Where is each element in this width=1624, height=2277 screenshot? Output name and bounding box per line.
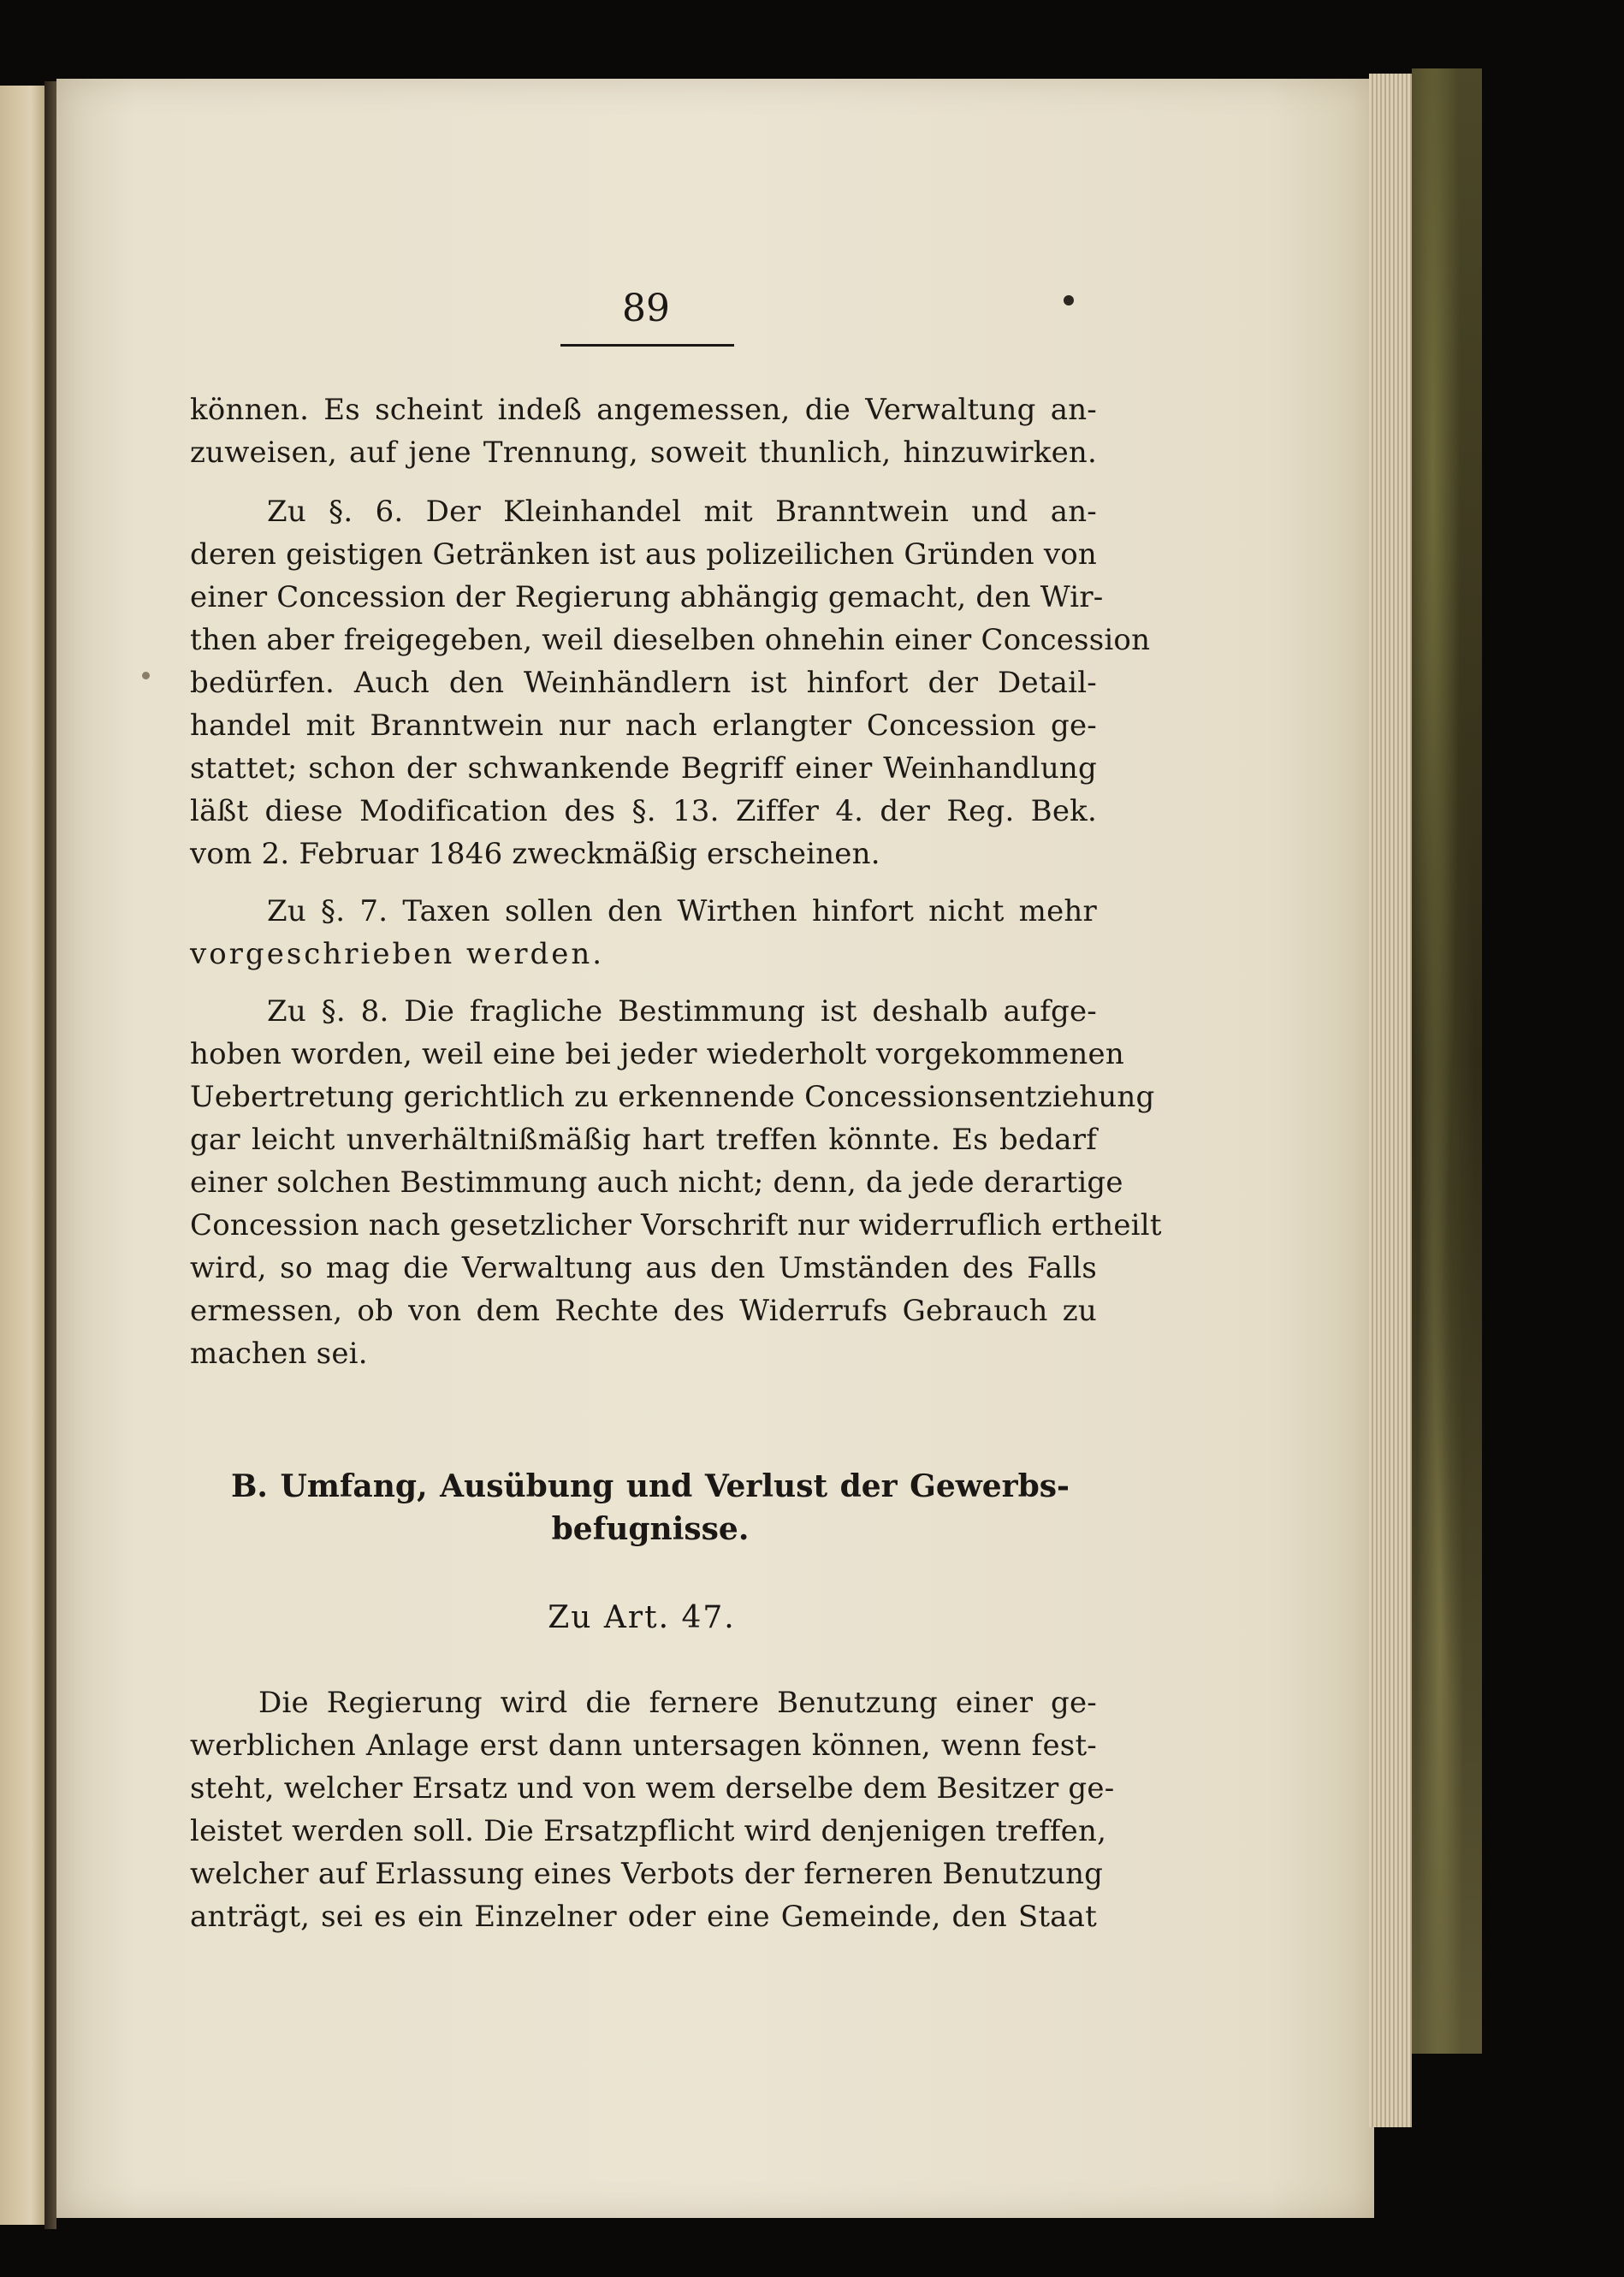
paragraph-5 [190, 1681, 1115, 1938]
text-line: einer Concession der Regierung abhängig gemacht, den Wir- [190, 580, 1104, 614]
text-line: handel mit Branntwein nur nach erlangter Concession ge- [190, 709, 1097, 743]
left-facing-page-edge [0, 86, 44, 2225]
text-line: anträgt, sei es ein Einzelner oder eine Gemeinde, den Staat [190, 1900, 1097, 1934]
text-line: machen sei. [190, 1337, 368, 1371]
text-line: läßt diese Modification des §. 13. Ziffer 4. der Reg. Bek. [190, 794, 1097, 828]
book-gutter [44, 81, 56, 2229]
text-line: bedürfen. Auch den Weinhändlern ist hinfort der Detail- [190, 666, 1097, 700]
text-line: ermessen, ob von dem Rechte des Widerrufs Gebrauch zu [190, 1294, 1097, 1328]
ink-spot [1064, 295, 1074, 305]
section-heading [231, 1465, 1070, 1551]
text-line: leistet werden soll. Die Ersatzpflicht wird denjenigen treffen, [190, 1814, 1107, 1848]
text-line: werblichen Anlage erst dann untersagen können, wenn fest- [190, 1729, 1097, 1763]
text-line: wird, so mag die Verwaltung aus den Umständen des Falls [190, 1251, 1097, 1285]
text-line: welcher auf Erlassung eines Verbots der ferneren Benutzung [190, 1857, 1104, 1891]
text-line: deren geistigen Getränken ist aus polizeilichen Gründen von [190, 537, 1097, 572]
section-heading-line-2: befugnisse. [551, 1511, 750, 1547]
text-line: stattet; schon der schwankende Begriff einer Weinhandlung [190, 751, 1097, 786]
text-line: hoben worden, weil eine bei jeder wiederholt vorgekommenen [190, 1037, 1124, 1071]
paragraph-2 [190, 490, 1151, 875]
text-line: Die Regierung wird die fernere Benutzung einer ge- [258, 1686, 1097, 1720]
text-line: then aber freigegeben, weil dieselben ohnehin einer Concession [190, 623, 1151, 657]
page-edges [1369, 74, 1412, 2127]
text-line: Zu §. 7. Taxen sollen den Wirthen hinfort nicht mehr [267, 894, 1097, 928]
paragraph-4 [190, 990, 1162, 1375]
text-line: gar leicht unverhältnißmäßig hart treffen könnte. Es bedarf [190, 1123, 1097, 1157]
paragraph-1 [190, 388, 1097, 474]
ink-spot [142, 672, 150, 679]
marbled-cover-board [1412, 68, 1482, 2054]
text-line: einer solchen Bestimmung auch nicht; denn, da jede derartige [190, 1165, 1123, 1200]
page-number: 89 [622, 287, 670, 330]
section-heading-line-1: B. Umfang, Ausübung und Verlust der Gewerbs- [231, 1468, 1070, 1504]
paragraph-3 [190, 890, 1097, 975]
text-line: Zu §. 6. Der Kleinhandel mit Branntwein und an- [267, 495, 1097, 529]
text-line: vom 2. Februar 1846 zweckmäßig erscheinen. [190, 837, 880, 871]
text-line: Zu §. 8. Die fragliche Bestimmung ist deshalb aufge- [267, 994, 1097, 1029]
page-number-rule [560, 344, 734, 347]
article-heading: Zu Art. 47. [548, 1600, 736, 1635]
text-line: vorgeschrieben werden. [190, 937, 605, 971]
text-line: zuweisen, auf jene Trennung, soweit thunlich, hinzuwirken. [190, 436, 1097, 470]
text-line: Uebertretung gerichtlich zu erkennende Concessionsentziehung [190, 1080, 1155, 1114]
text-line: können. Es scheint indeß angemessen, die Verwaltung an- [190, 393, 1097, 427]
text-line: Concession nach gesetzlicher Vorschrift nur widerruflich ertheilt [190, 1208, 1162, 1242]
text-line: steht, welcher Ersatz und von wem derselbe dem Besitzer ge- [190, 1771, 1115, 1806]
